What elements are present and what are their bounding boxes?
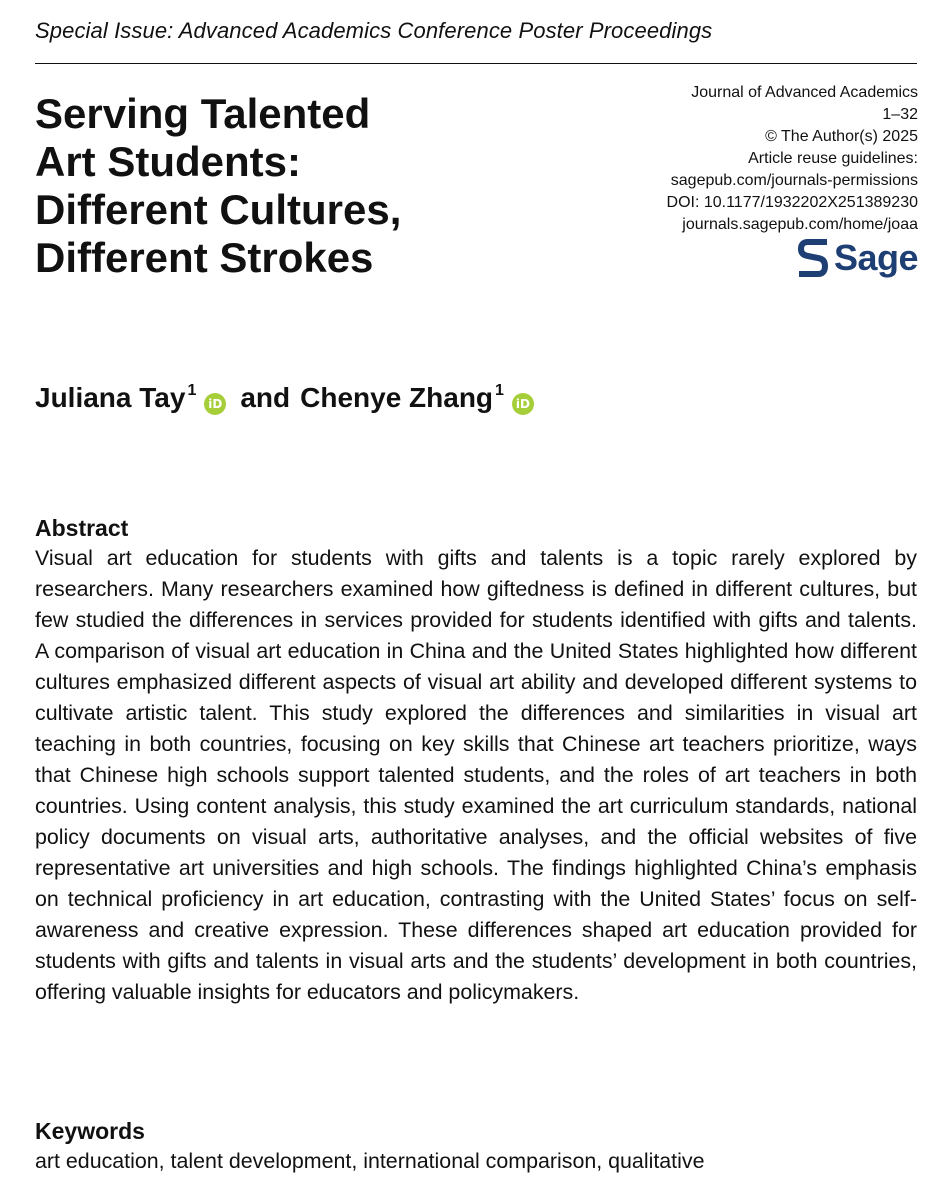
doi-link[interactable]: DOI: 10.1177/1932202X251389230: [666, 194, 918, 211]
author-affiliation: 1: [187, 382, 197, 399]
abstract-heading: Abstract: [35, 515, 129, 541]
reuse-guidelines-link[interactable]: sagepub.com/journals-permissions: [670, 172, 918, 189]
title-line: Different Cultures,: [35, 186, 402, 233]
title-line: Different Strokes: [35, 234, 374, 281]
page-range: 1–32: [882, 106, 918, 123]
author-separator: and: [240, 382, 291, 413]
copyright-notice: © The Author(s) 2025: [765, 128, 918, 145]
author-affiliation: 1: [495, 382, 504, 399]
article-title: [35, 90, 555, 282]
journal-name: Journal of Advanced Academics: [691, 84, 918, 101]
author-name: Chenye Zhang: [300, 382, 494, 413]
journal-meta: [558, 82, 918, 236]
reuse-guidelines-label: Article reuse guidelines:: [748, 150, 918, 167]
sage-wordmark: Sage: [833, 237, 918, 278]
orcid-icon[interactable]: iD: [204, 393, 226, 415]
special-issue-label: Special Issue: Advanced Academics Conference Poster Proceedings: [35, 18, 713, 43]
orcid-icon[interactable]: iD: [512, 393, 534, 415]
author-list: [35, 382, 542, 414]
title-line: Art Students:: [35, 138, 301, 185]
abstract-body: Visual art education for students with gifts and talents is a topic rarely explored by researchers. Many researchers examined how giftedness is defined in different cultures, but few studied the differences in services provided for students identified with gifts and talents. A comparison of visual art education in China and the United States highlighted how different cultures emphasized different aspects of visual art ability and developed different systems to cultivate artistic talent. This study explored the differences and similarities in visual art teaching in both countries, focusing on key skills that Chinese art teachers prioritize, ways that Chinese high schools support talented students, and the roles of art teachers in both countries. Using content analysis, this study examined the art curriculum standards, national policy documents on visual arts, authoritative analyses, and the official websites of five representative art universities and high schools. The findings highlighted China’s emphasis on technical proficiency in art education, contrasting with the United States’ focus on self-awareness and creative expression. These differences shaped art education provided for students with gifts and talents in visual arts and the students’ development in both countries, offering valuable insights for educators and policymakers.: [35, 546, 917, 1004]
title-line: Serving Talented: [35, 90, 371, 137]
keywords-body: art education, talent development, international comparison, qualitative: [35, 1149, 705, 1173]
journal-homepage-link[interactable]: journals.sagepub.com/home/joaa: [682, 216, 918, 233]
header-rule: [35, 63, 917, 64]
keywords-heading: Keywords: [35, 1118, 145, 1144]
author-name: Juliana Tay: [35, 382, 186, 413]
sage-logo: [798, 238, 918, 278]
sage-s-icon: [798, 238, 828, 278]
